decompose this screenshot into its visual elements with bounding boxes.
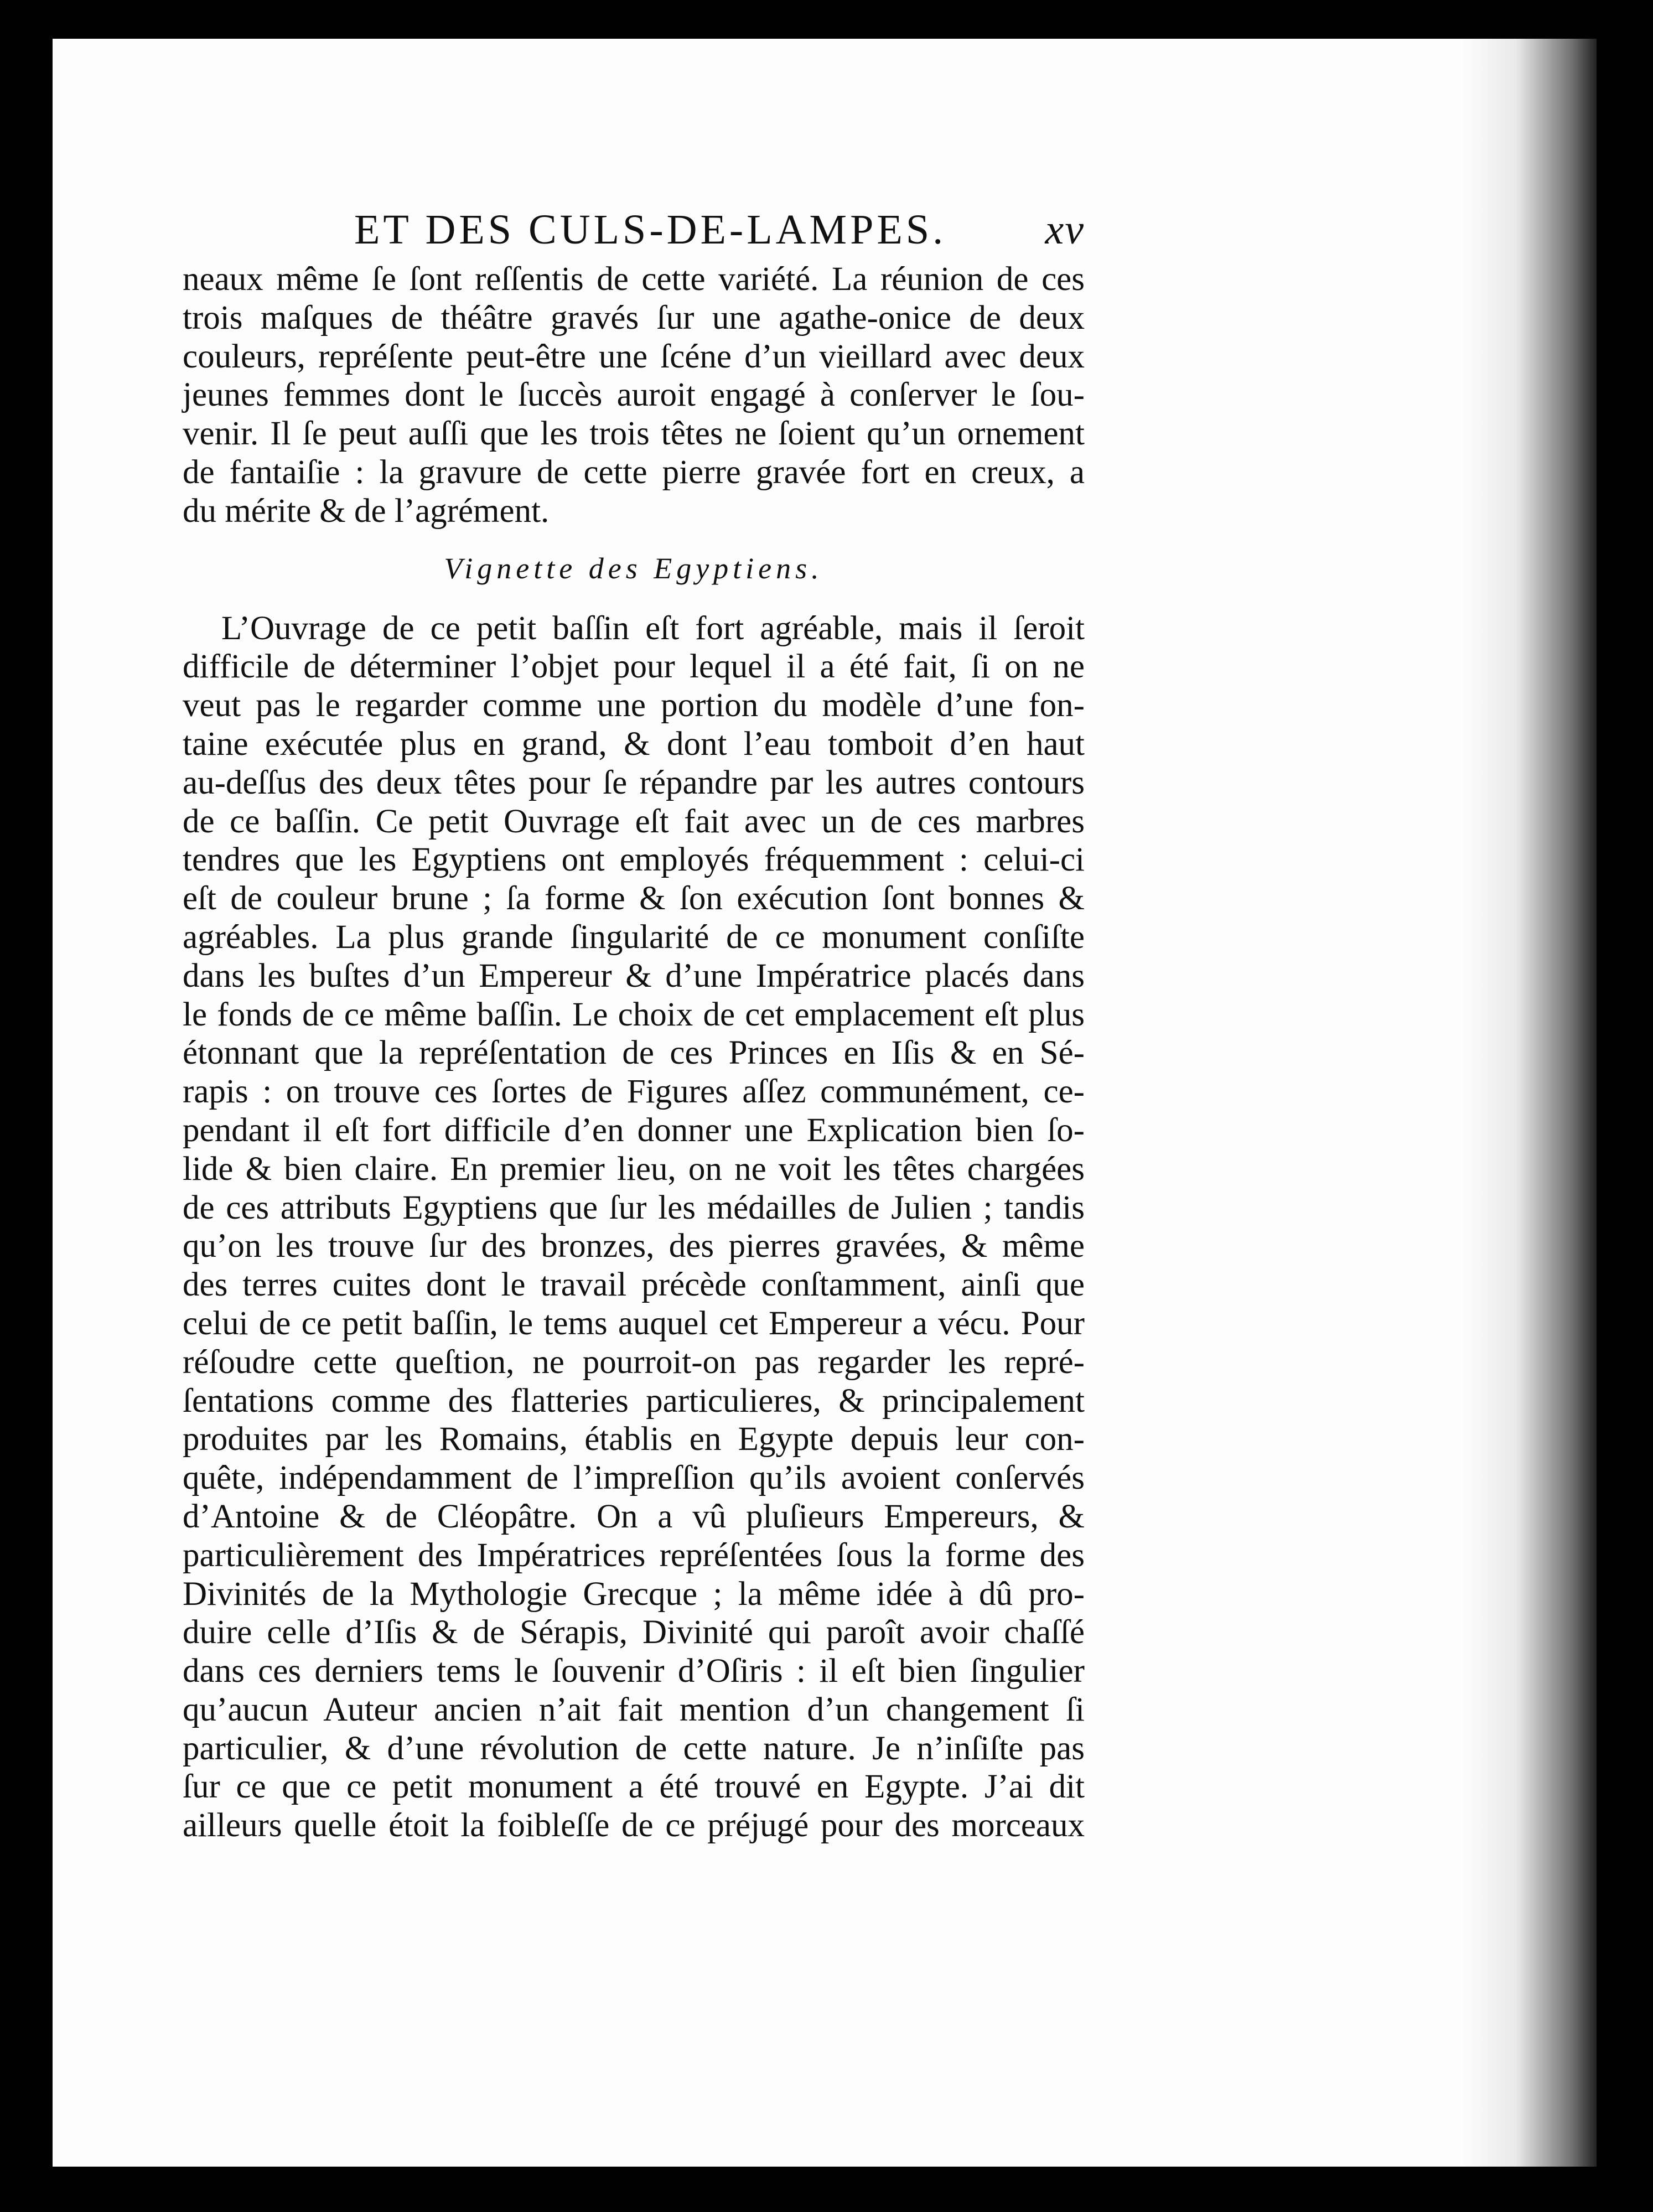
text-line: dans les buſtes d’un Empereur & d’une Impératrice placés dans [183,957,1085,994]
text-line: des terres cuites dont le travail précède conſtamment, ainſi que [183,1266,1085,1304]
text-line: ſur ce que ce petit monument a été trouvé en Egypte. J’ai dit [183,1768,1085,1806]
text-line: celui de ce petit baſſin, le tems auquel cet Empereur a vécu. Pour [183,1304,1085,1342]
text-line: couleurs, repréſente peut-être une ſcéne d’un vieillard avec deux [183,338,1085,375]
text-line: qu’on les trouve ſur des bronzes, des pierres gravées, & même [183,1227,1085,1265]
text-line: au-deſſus des deux têtes pour ſe répandre par les autres contours [183,764,1085,801]
text-line: le fonds de ce même baſſin. Le choix de cet emplacement eſt plus [183,996,1085,1033]
text-line: de fantaiſie : la gravure de cette pierre gravée fort en creux, a [183,453,1085,491]
text-line: particulièrement des Impératrices repréſentées ſous la forme des [183,1536,1085,1574]
text-line: Divinités de la Mythologie Grecque ; la même idée à dû pro- [183,1575,1085,1613]
text-line: quête, indépendamment de l’impreſſion qu’ils avoient conſervés [183,1459,1085,1497]
text-line: L’Ouvrage de ce petit baſſin eſt fort agréable, mais il ſeroit [221,609,1085,647]
text-line: tendres que les Egyptiens ont employés fréquemment : celui-ci [183,841,1085,879]
section-heading: Vignette des Egyptiens. [444,551,823,585]
text-line: eſt de couleur brune ; ſa forme & ſon exécution ſont bonnes & [183,880,1085,918]
text-line: trois maſques de théâtre gravés ſur une agathe-onice de deux [183,299,1085,336]
text-line: ailleurs quelle étoit la foibleſſe de ce préjugé pour des morceaux [183,1807,1085,1845]
page-number: xv [1045,206,1085,253]
text-line: étonnant que la repréſentation de ces Princes en Iſis & en Sé- [183,1034,1085,1072]
text-line: agréables. La plus grande ſingularité de ce monument conſiſte [183,918,1085,956]
text-line: venir. Il ſe peut auſſi que les trois têtes ne ſoient qu’un ornement [183,415,1085,453]
text-block [183,199,1085,1845]
text-line: produites par les Romains, établis en Egypte depuis leur con- [183,1421,1085,1458]
text-line: d’Antoine & de Cléopâtre. On a vû pluſieurs Empereurs, & [183,1498,1085,1535]
text-line: pendant il eſt fort difficile d’en donner une Explication bien ſo- [183,1111,1085,1149]
paragraph-1 [183,260,1085,531]
text-line: veut pas le regarder comme une portion du modèle d’une fon- [183,687,1085,724]
running-head [183,199,1085,260]
text-line: lide & bien claire. En premier lieu, on ne voit les têtes chargées [183,1150,1085,1188]
text-line: particulier, & d’une révolution de cette nature. Je n’inſiſte pas [183,1729,1085,1767]
text-line: rapis : on trouve ces ſortes de Figures aſſez communément, ce- [183,1073,1085,1111]
text-line: ſentations comme des flatteries particulieres, & principalement [183,1382,1085,1420]
text-line: réſoudre cette queſtion, ne pourroit-on pas regarder les repré- [183,1343,1085,1381]
text-line: duire celle d’Iſis & de Sérapis, Divinité qui paroît avoir chaſſé [183,1614,1085,1651]
text-line: du mérite & de l’agrément. [183,492,550,530]
text-line: neaux même ſe ſont reſſentis de cette variété. La réunion de ces [183,261,1085,298]
text-line: dans ces derniers tems le ſouvenir d’Oſiris : il eſt bien ſingulier [183,1652,1085,1690]
binding-shadow [1461,39,1599,2167]
text-line: de ces attributs Egyptiens que ſur les médailles de Julien ; tandis [183,1189,1085,1226]
text-line: jeunes femmes dont le ſuccès auroit engagé à conſerver le ſou- [183,376,1085,414]
text-line: qu’aucun Auteur ancien n’ait fait mention d’un changement ſi [183,1691,1085,1728]
running-head-title: ET DES CULS-DE-LAMPES. [354,206,947,253]
text-line: difficile de déterminer l’objet pour lequel il a été fait, ſi on ne [183,648,1085,686]
text-line: de ce baſſin. Ce petit Ouvrage eſt fait avec un de ces marbres [183,802,1085,840]
paragraph-2 [183,609,1085,1846]
text-line: taine exécutée plus en grand, & dont l’eau tomboit d’en haut [183,725,1085,763]
